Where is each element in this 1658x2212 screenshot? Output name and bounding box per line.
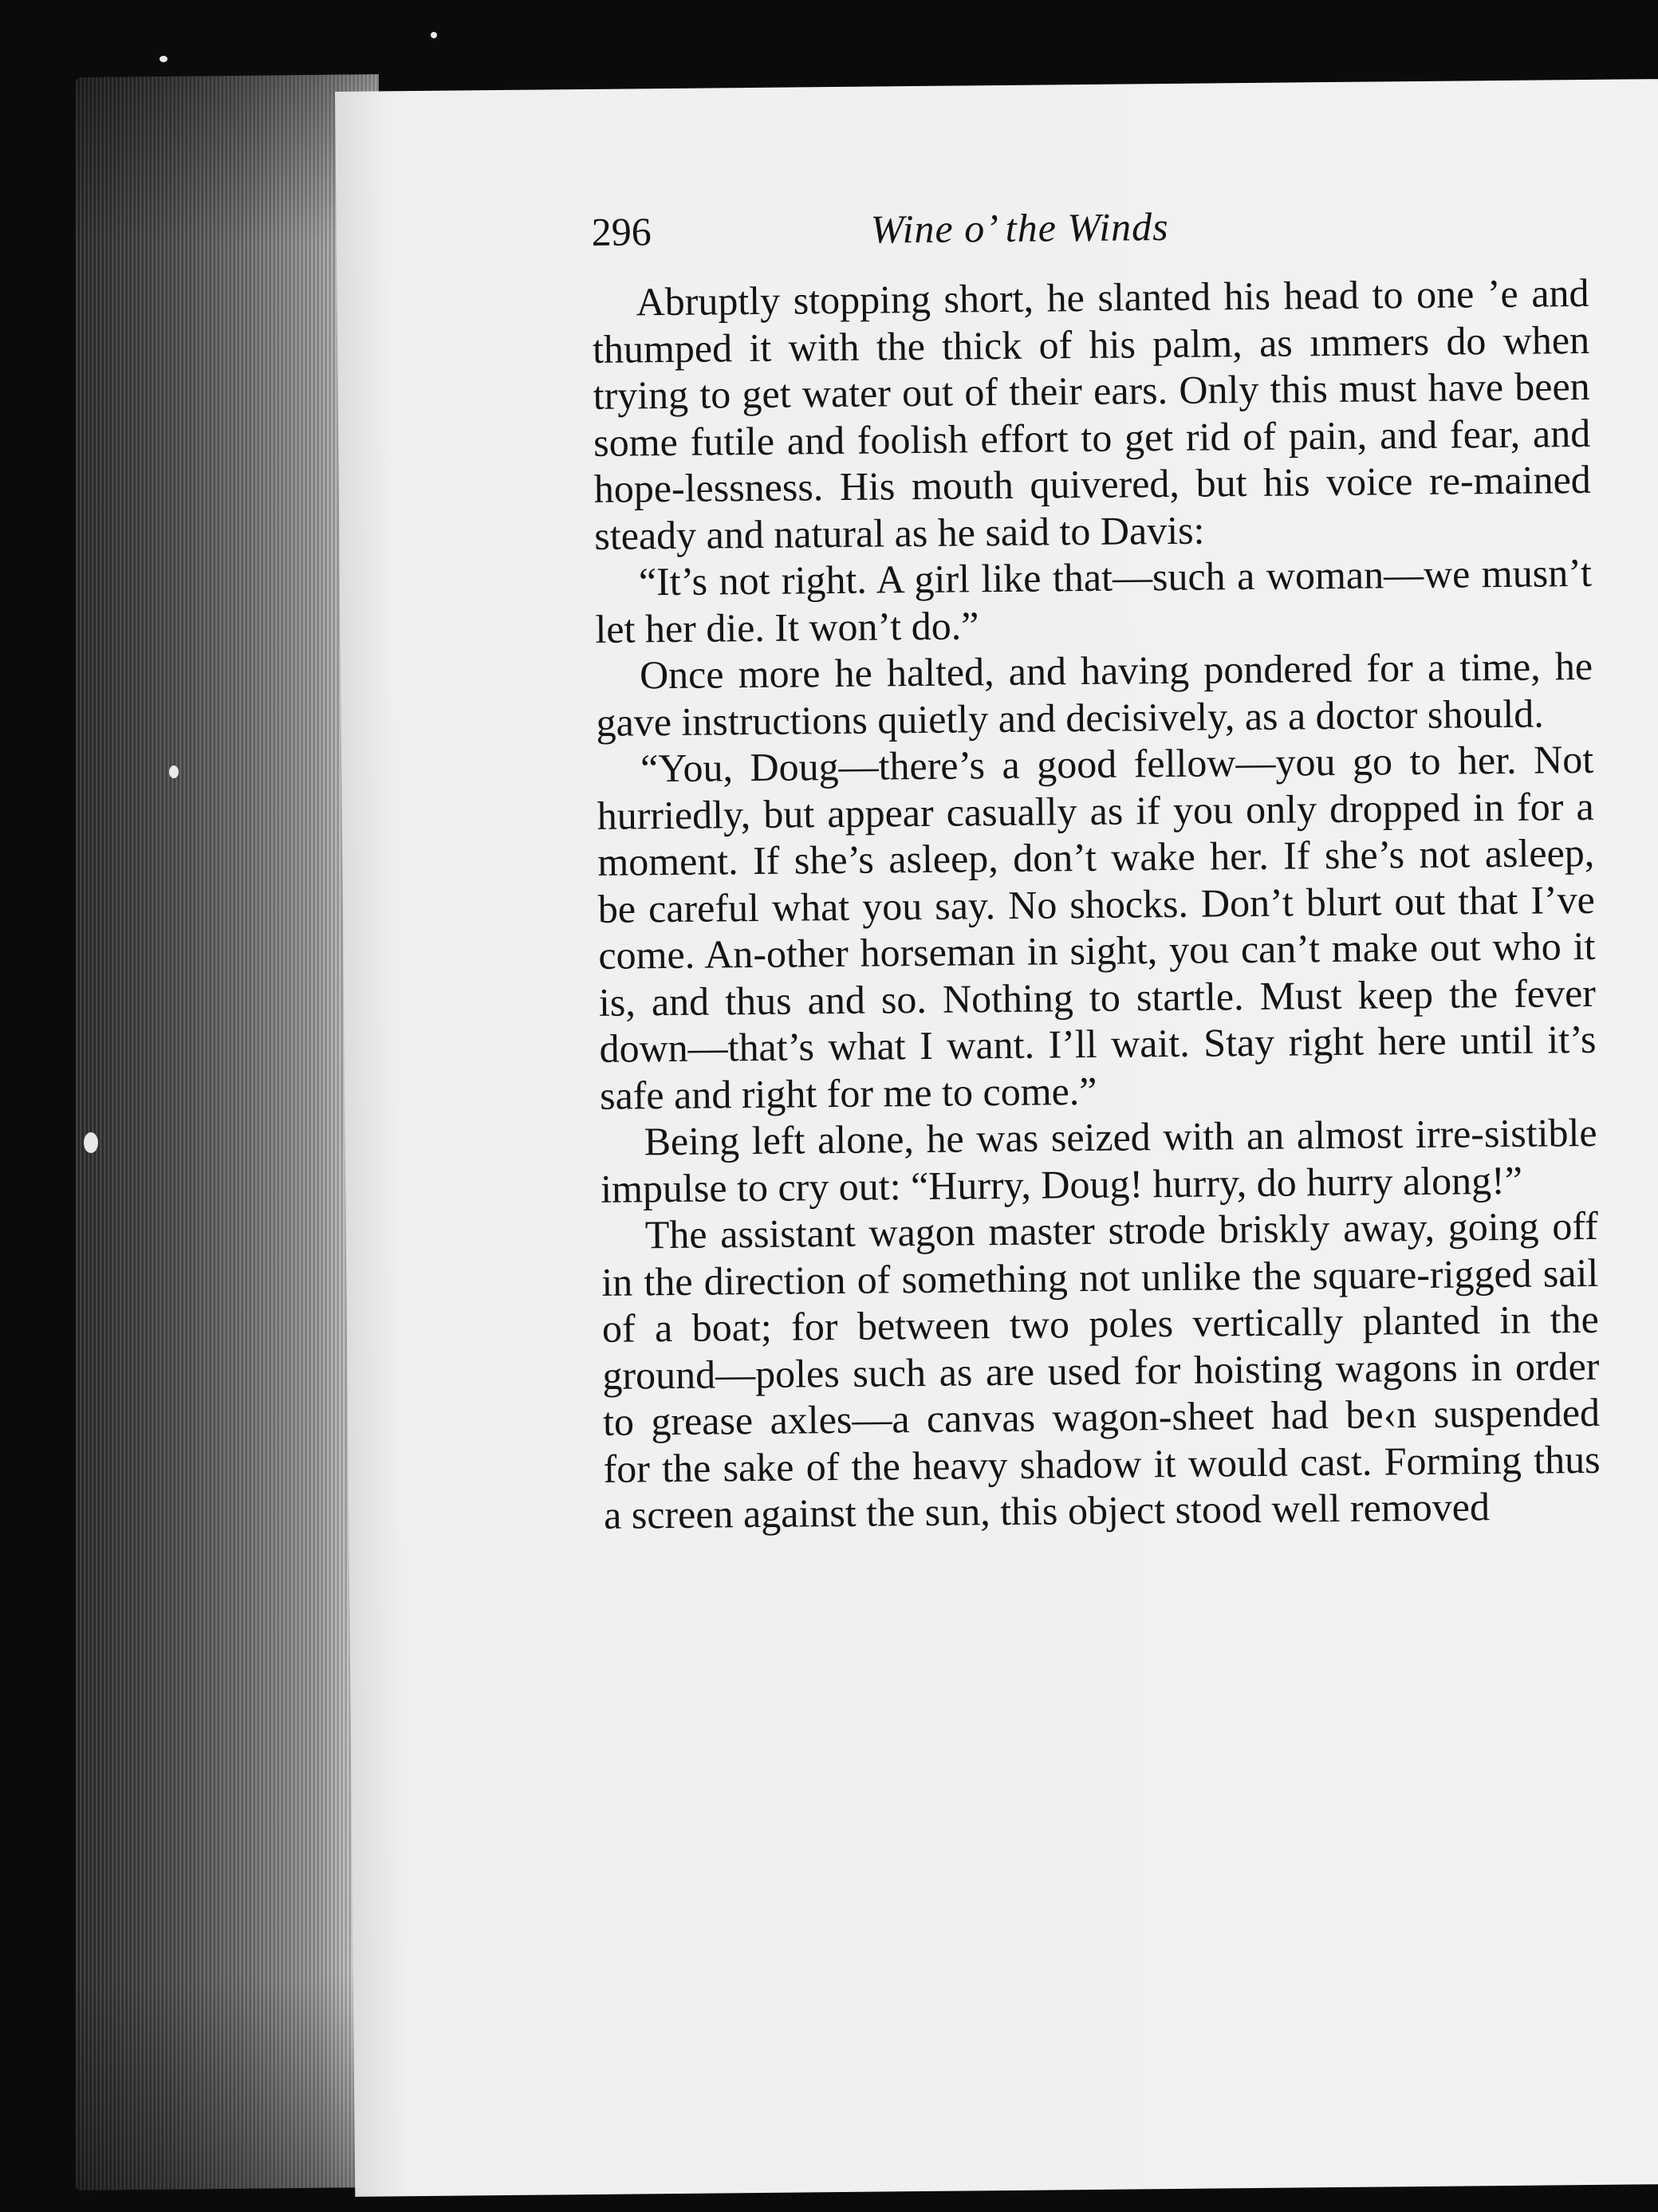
book-page-edges [76,74,379,2190]
paragraph: Once more he halted, and having pondered for a time, he gave instructions quietly and decisively, as a doctor should. [596,643,1593,745]
running-head [591,199,1565,265]
body-text [592,270,1601,1538]
running-title: Wine o’ the Winds [870,203,1169,252]
dust-speck [431,32,437,38]
dust-speck [84,1132,98,1153]
paragraph: Being left alone, he was seized with an almost irre-sistible impulse to cry out: “Hurry, Doug! hurry, do hurry along!” [600,1109,1597,1211]
dust-speck [169,766,179,778]
paragraph: Abruptly stopping short, he slanted his head to one ’e and thumped it with the thick of his palm, as ımmers do when trying to get water out of their ears. Only this must have been some futile and foolish effort to get rid of pain, and fear, and hope-lessness. His mouth quivered, but his voice re-mained steady and natural as he said to Davis: [592,270,1592,558]
book-page [335,79,1658,2197]
page-number: 296 [591,209,652,254]
page-content [591,199,1625,1539]
paragraph: “It’s not right. A girl like that—such a woman—we musn’t let her die. It won’t do.” [595,549,1593,651]
dust-speck [159,56,167,62]
paragraph: The assistant wagon master strode briskly away, going off in the direction of something not unlike the square-rigged sail of a boat; for between two poles vertically planted in the ground—poles such as are used for hoisting wagons in order to grease axles—a canvas wagon-sheet had be‹n suspended for the sake of the heavy shadow it would cast. Forming thus a screen against the sun, this object stood well removed [601,1202,1601,1537]
paragraph: “You, Doug—there’s a good fellow—you go to her. Not hurriedly, but appear casually as if you only dropped in for a moment. If she’s asleep, don’t wake her. If she’s not asleep, be careful what you say. No shocks. Don’t blurt out that I’ve come. An-other horseman in sight, you can’t make out who it is, and thus and so. Nothing to startle. Must keep the fever down—that’s what I want. I’ll wait. Stay right here until it’s safe and right for me to come.” [597,736,1597,1118]
